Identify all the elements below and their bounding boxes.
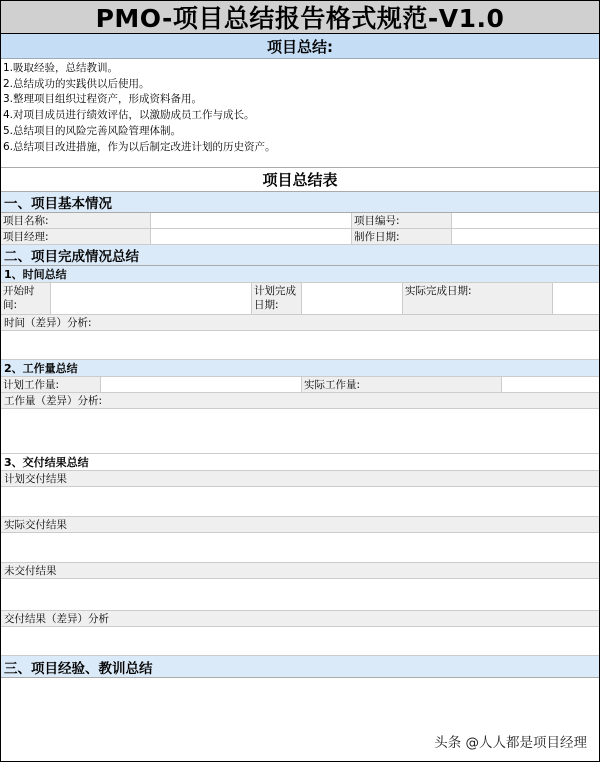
- watermark: 头条 @人人都是项目经理: [434, 735, 587, 751]
- start-time-label: 开始时 间:: [1, 283, 51, 314]
- actual-workload-field[interactable]: [502, 377, 599, 392]
- planned-finish-field[interactable]: [302, 283, 403, 314]
- project-name-label: 项目名称:: [1, 213, 151, 228]
- deliverables-variance-label: 交付结果（差异）分析: [1, 611, 599, 627]
- project-manager-label: 项目经理:: [1, 229, 151, 244]
- project-name-field[interactable]: [151, 213, 352, 228]
- undelivered-label: 未交付结果: [1, 563, 599, 579]
- planned-deliverables-label: 计划交付结果: [1, 471, 599, 487]
- deliverables-variance-field[interactable]: [1, 627, 599, 656]
- actual-finish-label: 实际完成日期:: [403, 283, 553, 314]
- time-variance-field[interactable]: [1, 331, 599, 360]
- report-title: PMO-项目总结报告格式规范-V1.0: [1, 1, 599, 34]
- workload-row: [1, 377, 599, 393]
- goal-item: 3.整理项目组织过程资产，形成资料备用。: [3, 93, 203, 106]
- planned-workload-field[interactable]: [101, 377, 302, 392]
- created-date-label: 制作日期:: [352, 229, 452, 244]
- section-lessons-heading: 三、项目经验、教训总结: [1, 656, 599, 678]
- summary-table-title: 项目总结表: [1, 168, 599, 192]
- actual-deliverables-label: 实际交付结果: [1, 517, 599, 533]
- deliverables-summary-heading: 3、交付结果总结: [1, 454, 599, 471]
- summary-heading: 项目总结:: [1, 34, 599, 59]
- time-summary-heading: 1、时间总结: [1, 266, 599, 283]
- project-manager-field[interactable]: [151, 229, 352, 244]
- goal-item: 6.总结项目改进措施，作为以后制定改进计划的历史资产。: [3, 140, 276, 153]
- basic-info-row: [1, 229, 599, 245]
- basic-info-row: [1, 213, 599, 229]
- actual-workload-label: 实际工作量:: [302, 377, 502, 392]
- goal-item: 4.对项目成员进行绩效评估，以激励成员工作与成长。: [3, 109, 255, 122]
- start-time-field[interactable]: [51, 283, 252, 314]
- goal-item: 2.总结成功的实践供以后使用。: [3, 77, 150, 90]
- workload-variance-field[interactable]: [1, 409, 599, 454]
- section-completion-heading: 二、项目完成情况总结: [1, 245, 599, 266]
- workload-summary-heading: 2、工作量总结: [1, 360, 599, 377]
- planned-deliverables-field[interactable]: [1, 487, 599, 517]
- actual-finish-field[interactable]: [553, 283, 599, 314]
- workload-variance-label: 工作量（差异）分析:: [1, 393, 599, 409]
- section-basic-info-heading: 一、项目基本情况: [1, 192, 599, 213]
- time-summary-row: [1, 283, 599, 315]
- created-date-field[interactable]: [452, 229, 599, 244]
- summary-goals-list: [1, 59, 599, 168]
- time-variance-label: 时间（差异）分析:: [1, 315, 599, 331]
- actual-deliverables-field[interactable]: [1, 533, 599, 563]
- planned-finish-label: 计划完成 日期:: [252, 283, 302, 314]
- goal-item: 1.吸取经验，总结教训。: [3, 62, 119, 74]
- project-no-label: 项目编号:: [352, 213, 452, 228]
- planned-workload-label: 计划工作量:: [1, 377, 101, 392]
- undelivered-field[interactable]: [1, 579, 599, 611]
- project-no-field[interactable]: [452, 213, 599, 228]
- goal-item: 5.总结项目的风险完善风险管理体制。: [3, 124, 182, 137]
